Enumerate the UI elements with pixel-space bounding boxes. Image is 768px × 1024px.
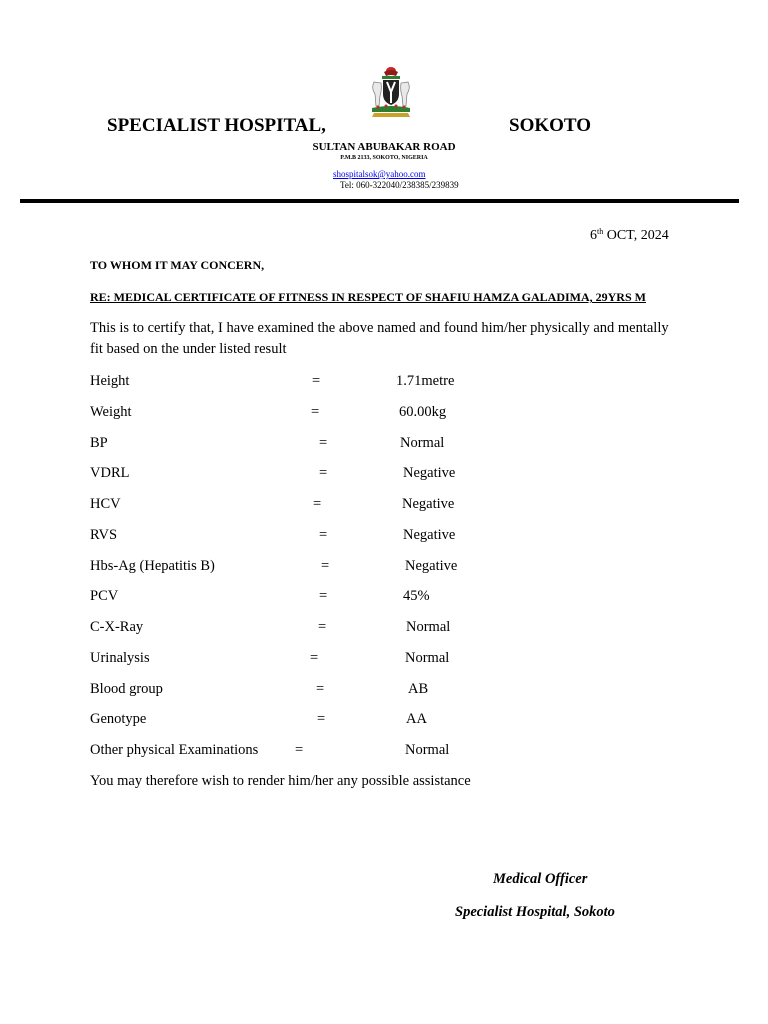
result-value: Negative	[403, 465, 456, 481]
result-separator: =	[311, 404, 320, 420]
result-label: Other physical Examinations	[90, 742, 259, 758]
result-separator: =	[318, 619, 327, 635]
result-row	[90, 527, 690, 547]
signature-organization: Specialist Hospital, Sokoto	[455, 904, 615, 920]
result-value: 1.71metre	[396, 373, 455, 389]
result-label: C-X-Ray	[90, 619, 144, 635]
subject-line: RE: MEDICAL CERTIFICATE OF FITNESS IN RESPECT OF SHAFIU HAMZA GALADIMA, 29YRS M	[90, 290, 646, 304]
result-separator: =	[312, 373, 321, 389]
result-value: AA	[406, 711, 427, 727]
result-label: Height	[90, 373, 130, 389]
result-label: RVS	[90, 527, 118, 543]
result-value: 60.00kg	[399, 404, 447, 420]
address-line: SULTAN ABUBAKAR ROAD	[312, 141, 456, 153]
signature-title: Medical Officer	[493, 871, 588, 887]
result-separator: =	[295, 742, 304, 758]
closing-line: You may therefore wish to render him/her any possible assistance	[90, 773, 471, 789]
result-value: Negative	[403, 527, 456, 543]
result-value: AB	[408, 681, 429, 697]
result-row	[90, 588, 690, 608]
result-value: Negative	[402, 496, 455, 512]
result-row	[90, 465, 690, 485]
result-label: PCV	[90, 588, 119, 604]
letterhead-divider	[20, 199, 739, 203]
letter-date	[590, 228, 669, 244]
result-row	[90, 404, 690, 424]
result-separator: =	[319, 588, 328, 604]
coat-of-arms-icon	[366, 66, 416, 118]
result-value: Normal	[400, 435, 445, 451]
result-separator: =	[316, 681, 325, 697]
result-value: Normal	[405, 742, 450, 758]
result-row	[90, 496, 690, 516]
result-value: Normal	[406, 619, 451, 635]
result-label: VDRL	[90, 465, 130, 481]
result-row	[90, 435, 690, 455]
result-separator: =	[319, 527, 328, 543]
result-row	[90, 619, 690, 639]
result-row	[90, 711, 690, 731]
result-separator: =	[319, 465, 328, 481]
result-row	[90, 650, 690, 670]
result-separator: =	[319, 435, 328, 451]
result-row	[90, 681, 690, 701]
result-row	[90, 558, 690, 578]
result-label: BP	[90, 435, 108, 451]
result-label: Genotype	[90, 711, 147, 727]
result-row	[90, 742, 690, 762]
result-value: Normal	[405, 650, 450, 666]
intro-paragraph: This is to certify that, I have examined the above named and found him/her physically and mentally fit based on the under listed result	[90, 320, 669, 357]
result-separator: =	[313, 496, 322, 512]
hospital-city: SOKOTO	[509, 115, 592, 136]
result-label: Hbs-Ag (Hepatitis B)	[90, 558, 215, 574]
salutation: TO WHOM IT MAY CONCERN,	[90, 258, 265, 272]
result-value: Negative	[405, 558, 458, 574]
date-rest: OCT, 2024	[606, 228, 669, 243]
email-link[interactable]: shospitalsok@yahoo.com	[333, 169, 426, 179]
result-label: HCV	[90, 496, 121, 512]
result-separator: =	[321, 558, 330, 574]
result-value: 45%	[403, 588, 430, 604]
date-suffix: th	[597, 227, 604, 236]
result-label: Blood group	[90, 681, 163, 697]
result-row	[90, 373, 690, 393]
result-separator: =	[317, 711, 326, 727]
date-day: 6	[590, 228, 597, 243]
hospital-name: SPECIALIST HOSPITAL,	[107, 115, 326, 136]
pmb-line: P.M.B 2133, SOKOTO, NIGERIA	[340, 155, 428, 161]
result-label: Urinalysis	[90, 650, 150, 666]
result-label: Weight	[90, 404, 132, 420]
telephone-line: Tel: 060-322040/238385/239839	[340, 180, 459, 190]
result-separator: =	[310, 650, 319, 666]
